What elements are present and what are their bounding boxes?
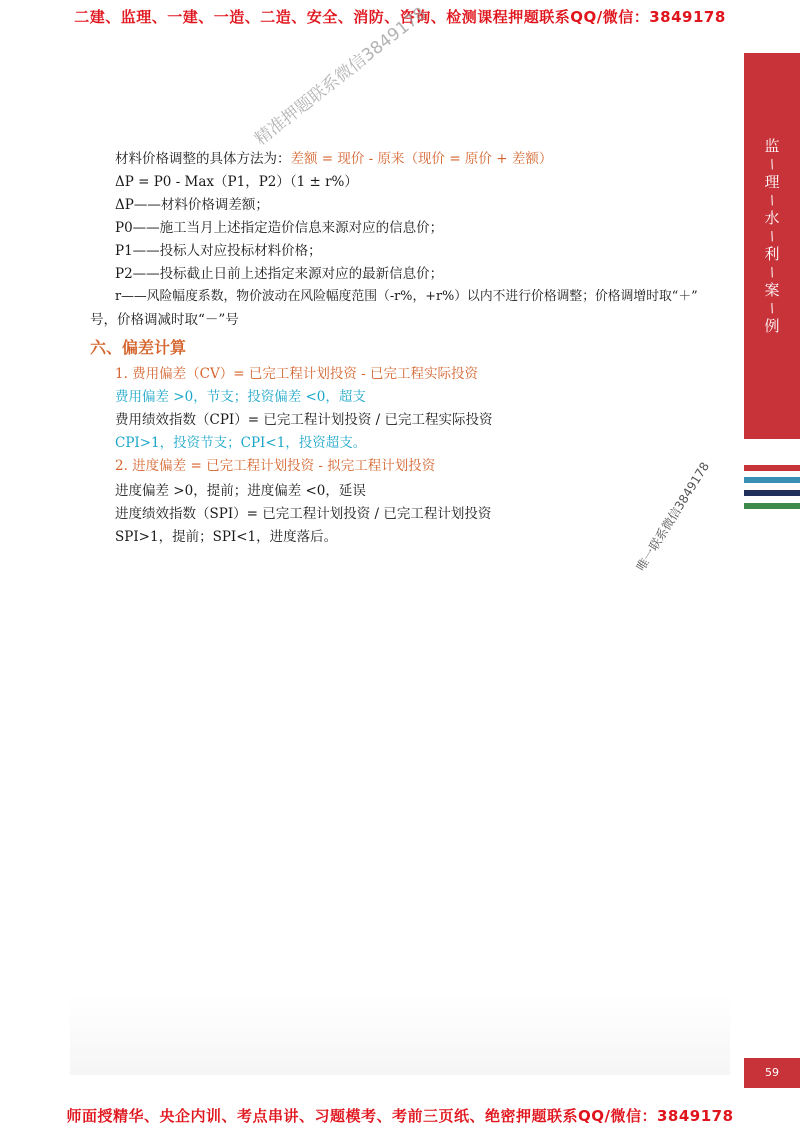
stripe-red <box>744 465 800 471</box>
side-separator: / <box>767 264 777 280</box>
bottom-contact-banner: 师面授精华、央企内训、考点串讲、习题模考、考前三页纸、绝密押题联系QQ/微信：3849178 <box>66 1107 734 1125</box>
stripe-navy <box>744 490 800 496</box>
price-adjust-formula: 差额 = 现价 - 原来（现价 = 原价 + 差额） <box>290 151 553 167</box>
p1-definition: P1——投标人对应投标材料价格； <box>115 243 322 259</box>
side-char: 案 <box>764 281 780 299</box>
side-separator: / <box>767 156 777 172</box>
side-category-label <box>744 135 800 337</box>
top-contact-banner: 二建、监理、一建、一造、二造、安全、消防、咨询、检测课程押题联系QQ/微信：3849178 <box>74 8 726 26</box>
side-char: 水 <box>764 209 780 227</box>
sv-formula: 2. 进度偏差 = 已完工程计划投资 - 拟完工程计划投资 <box>115 458 436 474</box>
cv-formula: 1. 费用偏差（CV）= 已完工程计划投资 - 已完工程实际投资 <box>115 366 478 382</box>
price-adjust-prefix: 材料价格调整的具体方法为： <box>115 151 291 167</box>
side-category-tab <box>744 53 800 439</box>
p0-definition: P0——施工当月上述指定造价信息来源对应的信息价； <box>115 220 444 236</box>
cv-note: 费用偏差 >0，节支；投资偏差 <0，超支 <box>115 389 366 405</box>
side-char: 理 <box>764 173 780 191</box>
stripe-green <box>744 503 800 509</box>
sv-note: 进度偏差 >0，提前；进度偏差 <0，延误 <box>115 483 366 499</box>
stripe-blue <box>744 477 800 483</box>
p2-definition: P2——投标截止日前上述指定来源对应的最新信息价； <box>115 266 444 282</box>
section-heading: 六、偏差计算 <box>90 338 187 357</box>
spi-note: SPI>1，提前；SPI<1，进度落后。 <box>115 529 338 545</box>
delta-p-definition: ΔP——材料价格调差额； <box>115 197 269 213</box>
side-char: 例 <box>764 317 780 335</box>
delta-p-formula: ΔP = P0 - Max（P1，P2）（1 ± r%） <box>115 174 358 190</box>
r-definition: r——风险幅度系数，物价波动在风险幅度范围（-r%，+r%）以内不进行价格调整；价格调增时取“＋” <box>115 289 698 304</box>
side-separator: / <box>767 192 777 208</box>
cpi-note: CPI>1，投资节支；CPI<1，投资超支。 <box>115 435 367 451</box>
price-adjust-method <box>115 150 552 168</box>
side-char: 监 <box>764 137 780 155</box>
page-number: 59 <box>744 1058 800 1088</box>
side-separator: / <box>767 228 777 244</box>
faint-background-band <box>70 995 730 1075</box>
watermark-diagonal-small: 唯一联系微信3849178 <box>633 459 713 574</box>
spi-formula: 进度绩效指数（SPI）= 已完工程计划投资 / 已完工程计划投资 <box>115 506 492 522</box>
cpi-formula: 费用绩效指数（CPI）= 已完工程计划投资 / 已完工程实际投资 <box>115 412 493 428</box>
side-separator: / <box>767 300 777 316</box>
r-definition-cont: 号，价格调减时取“－”号 <box>90 312 239 328</box>
side-char: 利 <box>764 245 780 263</box>
watermark-diagonal: 精准押题联系微信3849178 <box>251 3 431 150</box>
